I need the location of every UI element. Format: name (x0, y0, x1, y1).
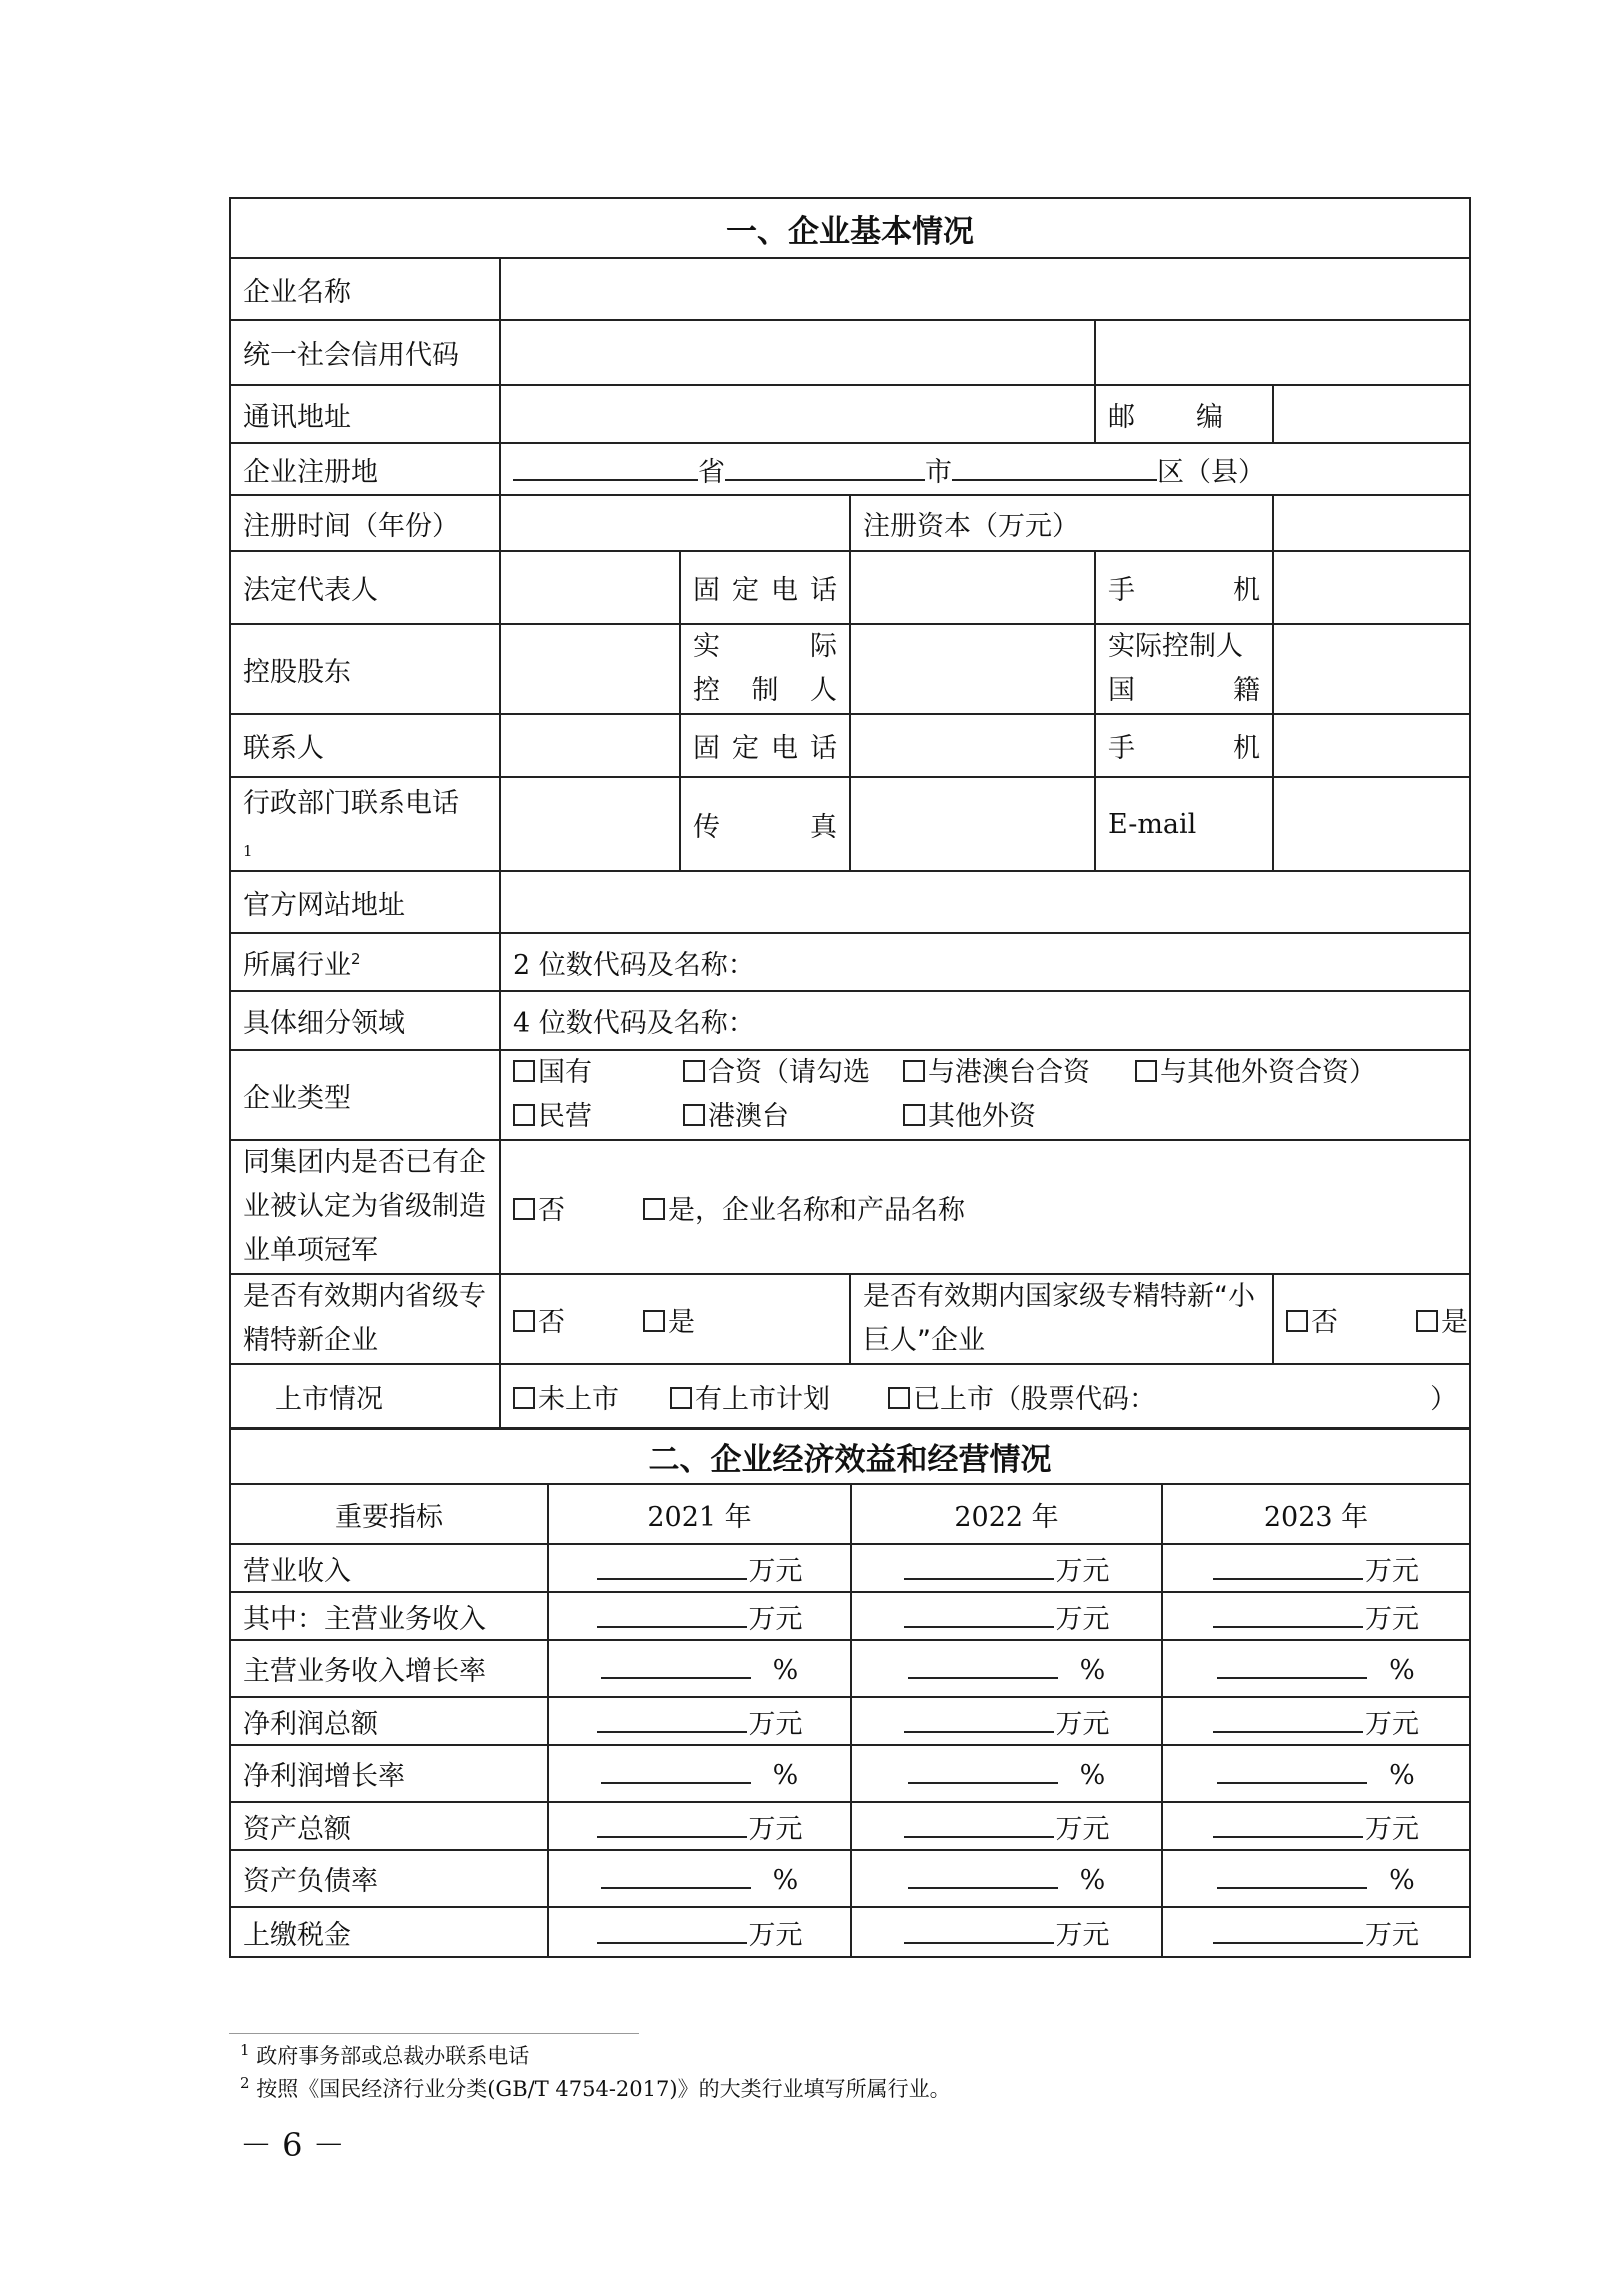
fill-blank[interactable] (908, 1756, 1058, 1784)
section1-title: 一、企业基本情况 (230, 198, 1470, 258)
checkbox-icon (1286, 1310, 1308, 1332)
unit-label: 万元 (1055, 1708, 1110, 1740)
fill-blank[interactable] (904, 1705, 1054, 1733)
indicator-row (230, 1544, 1470, 1592)
indicator-value-cell[interactable] (548, 1907, 851, 1957)
indicator-label: 净利润增长率 (230, 1745, 548, 1802)
indicator-value-cell[interactable] (1162, 1850, 1470, 1907)
listing-listed[interactable]: 已上市（股票代码： (888, 1377, 1156, 1416)
prov-specialized-no[interactable]: 否 (513, 1300, 643, 1339)
unit-label: 万元 (1365, 1555, 1419, 1587)
fill-blank[interactable] (597, 1810, 747, 1838)
fill-blank[interactable] (597, 1705, 747, 1733)
indicator-label: 其中：主营业务收入 (230, 1592, 548, 1640)
unit-label: % (1389, 1865, 1415, 1896)
legal-rep-field[interactable] (500, 551, 680, 624)
basic-info-table (229, 197, 1471, 1430)
group-champion-no[interactable]: 否 (513, 1188, 643, 1227)
fill-blank[interactable] (1213, 1705, 1363, 1733)
admin-phone-label: 行政部门联系电话 1 (230, 777, 500, 871)
unit-label: % (1389, 1760, 1415, 1791)
indicator-label: 主营业务收入增长率 (230, 1640, 548, 1697)
credit-code-field[interactable] (500, 320, 1095, 385)
contact-mobile-label: 手 机 (1095, 714, 1273, 777)
page-number: － 6 － (240, 2126, 345, 2164)
header-2022: 2022 年 (851, 1484, 1162, 1544)
unit-label: % (1079, 1865, 1106, 1896)
reg-place-label: 企业注册地 (230, 443, 500, 495)
fill-blank[interactable] (601, 1861, 751, 1889)
indicator-value-cell[interactable] (1162, 1802, 1470, 1850)
indicator-value-cell[interactable] (548, 1850, 851, 1907)
unit-label: % (1079, 1760, 1106, 1791)
email-field[interactable] (1273, 777, 1470, 871)
contact-field[interactable] (500, 714, 680, 777)
fill-blank[interactable] (1217, 1756, 1367, 1784)
group-champion-yes[interactable]: 是，企业名称和产品名称 (643, 1188, 965, 1227)
fax-label: 传 真 (680, 777, 850, 871)
contact-mobile-field[interactable] (1273, 714, 1470, 777)
footnote-ref-2: 2 (351, 949, 361, 968)
checkbox-icon (513, 1198, 535, 1220)
website-field[interactable] (500, 871, 1470, 933)
group-champion-options (500, 1140, 1470, 1274)
indicator-value-cell[interactable] (548, 1802, 851, 1850)
checkbox-icon (683, 1060, 705, 1082)
checkbox-icon (1135, 1060, 1157, 1082)
unit-label: 万元 (748, 1555, 803, 1587)
address-label: 通讯地址 (230, 385, 500, 443)
unit-label: 万元 (748, 1813, 803, 1845)
listing-label: 上市情况 (230, 1364, 500, 1429)
unit-label: 万元 (1055, 1813, 1110, 1845)
option-private[interactable]: 民营 (513, 1095, 683, 1139)
national-giant-yes[interactable]: 是 (1416, 1300, 1468, 1339)
fill-blank[interactable] (1217, 1861, 1367, 1889)
indicator-row (230, 1697, 1470, 1745)
fill-blank[interactable] (597, 1916, 747, 1944)
controlling-shareholder-label: 控股股东 (230, 624, 500, 714)
reg-time-label: 注册时间（年份） (230, 495, 500, 551)
fill-blank[interactable] (1213, 1552, 1363, 1580)
indicator-value-cell[interactable] (548, 1640, 851, 1697)
legal-rep-mobile-label: 手 机 (1095, 551, 1273, 624)
legal-rep-landline-label: 固 定 电 话 (680, 551, 850, 624)
indicator-value-cell[interactable] (1162, 1745, 1470, 1802)
indicator-value-cell[interactable] (1162, 1697, 1470, 1745)
footnote-2: $^2$ 按照《国民经济行业分类(GB/T 4754-2017)》的大类行业填写所属行业。 (240, 2074, 951, 2101)
enterprise-type-options (500, 1050, 1470, 1140)
footnote-separator (229, 2033, 639, 2034)
contact-label: 联系人 (230, 714, 500, 777)
fill-blank[interactable] (601, 1756, 751, 1784)
footnote-1: $^1$ 政府事务部或总裁办联系电话 (240, 2041, 530, 2068)
national-giant-label: 是否有效期内国家级专精特新“小巨人”企业 (850, 1274, 1273, 1364)
unit-label: % (1389, 1655, 1415, 1686)
checkbox-icon (513, 1104, 535, 1126)
unit-label: 万元 (1055, 1603, 1110, 1635)
indicator-value-cell[interactable] (1162, 1592, 1470, 1640)
indicator-value-cell[interactable] (548, 1697, 851, 1745)
fill-blank[interactable] (601, 1651, 751, 1679)
reg-capital-field[interactable] (1273, 495, 1470, 551)
unit-label: 万元 (748, 1708, 803, 1740)
postcode-field[interactable] (1273, 385, 1470, 443)
listing-close-paren: ） (1430, 1384, 1458, 1415)
section2-title: 二、企业经济效益和经营情况 (230, 1428, 1470, 1484)
header-2021: 2021 年 (548, 1484, 851, 1544)
checkbox-icon (683, 1104, 705, 1126)
legal-rep-label: 法定代表人 (230, 551, 500, 624)
listing-planned[interactable]: 有上市计划 (670, 1377, 888, 1416)
prov-specialized-label: 是否有效期内省级专精特新企业 (230, 1274, 500, 1364)
indicator-value-cell[interactable] (548, 1544, 851, 1592)
option-hk-macao-tw-jv[interactable]: 与港澳台合资 (903, 1051, 1135, 1095)
indicator-value-cell[interactable] (851, 1745, 1162, 1802)
indicator-value-cell[interactable] (1162, 1544, 1470, 1592)
indicator-value-cell[interactable] (1162, 1640, 1470, 1697)
checkbox-icon (670, 1387, 692, 1409)
fill-blank[interactable] (904, 1810, 1054, 1838)
contact-landline-field[interactable] (850, 714, 1095, 777)
industry-field[interactable]: 2 位数代码及名称： (500, 933, 1470, 991)
checkbox-icon (643, 1310, 665, 1332)
fill-blank[interactable] (1213, 1600, 1363, 1628)
contact-landline-label: 固 定 电 话 (680, 714, 850, 777)
indicator-value-cell[interactable] (548, 1745, 851, 1802)
checkbox-icon (903, 1104, 925, 1126)
fill-blank[interactable] (597, 1552, 747, 1580)
checkbox-icon (1416, 1310, 1438, 1332)
unit-label: % (772, 1655, 799, 1686)
indicator-value-cell[interactable] (851, 1907, 1162, 1957)
indicator-label: 资产负债率 (230, 1850, 548, 1907)
header-2023: 2023 年 (1162, 1484, 1470, 1544)
group-champion-label: 同集团内是否已有企业被认定为省级制造业单项冠军 (230, 1140, 500, 1274)
fill-blank[interactable] (904, 1916, 1054, 1944)
credit-code-extra-field[interactable] (1095, 320, 1470, 385)
controller-nationality-label: 实际控制人 国 籍 (1095, 624, 1273, 714)
indicator-row (230, 1592, 1470, 1640)
header-indicator: 重要指标 (230, 1484, 548, 1544)
indicator-value-cell[interactable] (851, 1640, 1162, 1697)
unit-label: 万元 (1365, 1813, 1419, 1845)
unit-label: 万元 (748, 1919, 803, 1951)
footnote-ref-1: 1 (243, 842, 253, 860)
indicator-row (230, 1907, 1470, 1957)
address-field[interactable] (500, 385, 1095, 443)
credit-code-label: 统一社会信用代码 (230, 320, 500, 385)
controller-nationality-field[interactable] (1273, 624, 1470, 714)
listing-not-listed[interactable]: 未上市 (513, 1377, 670, 1416)
checkbox-icon (513, 1310, 535, 1332)
industry-label: 所属行业$^2$ (230, 933, 500, 991)
actual-controller-label: 实 际 控 制 人 (680, 624, 850, 714)
listing-options (500, 1364, 1470, 1429)
unit-label: 万元 (1365, 1919, 1419, 1951)
fill-blank[interactable] (597, 1600, 747, 1628)
option-foreign-jv[interactable]: 与其他外资合资） (1135, 1051, 1376, 1095)
indicator-value-cell[interactable] (851, 1850, 1162, 1907)
prov-specialized-options (500, 1274, 850, 1364)
option-hk-macao-tw[interactable]: 港澳台 (683, 1095, 903, 1139)
indicator-value-cell[interactable] (1162, 1907, 1470, 1957)
indicator-label: 上缴税金 (230, 1907, 548, 1957)
national-giant-options (1273, 1274, 1470, 1364)
unit-label: 万元 (1365, 1708, 1419, 1740)
indicator-row (230, 1745, 1470, 1802)
enterprise-type-label: 企业类型 (230, 1050, 500, 1140)
company-name-label: 企业名称 (230, 258, 500, 320)
checkbox-icon (513, 1060, 535, 1082)
indicator-value-cell[interactable] (851, 1592, 1162, 1640)
admin-phone-field[interactable] (500, 777, 680, 871)
fill-blank[interactable] (908, 1861, 1058, 1889)
indicator-label: 净利润总额 (230, 1697, 548, 1745)
reg-place-field[interactable]: 省 市 区（县） (500, 443, 1470, 495)
subfield-label: 具体细分领域 (230, 991, 500, 1050)
reg-capital-label: 注册资本（万元） (850, 495, 1273, 551)
indicator-value-cell[interactable] (851, 1802, 1162, 1850)
checkbox-icon (513, 1387, 535, 1409)
option-state-owned[interactable]: 国有 (513, 1051, 683, 1095)
checkbox-icon (643, 1198, 665, 1220)
indicator-value-cell[interactable] (851, 1544, 1162, 1592)
indicator-row (230, 1640, 1470, 1697)
fill-blank[interactable] (1213, 1810, 1363, 1838)
unit-label: % (1079, 1655, 1106, 1686)
legal-rep-mobile-field[interactable] (1273, 551, 1470, 624)
fill-blank[interactable] (904, 1600, 1054, 1628)
indicator-value-cell[interactable] (851, 1697, 1162, 1745)
website-label: 官方网站地址 (230, 871, 500, 933)
indicator-label: 资产总额 (230, 1802, 548, 1850)
unit-label: % (772, 1760, 799, 1791)
national-giant-no[interactable]: 否 (1286, 1300, 1416, 1339)
actual-controller-field[interactable] (850, 624, 1095, 714)
postcode-label: 邮 编 (1095, 385, 1273, 443)
prov-specialized-yes[interactable]: 是 (643, 1300, 695, 1339)
option-other-foreign[interactable]: 其他外资 (903, 1095, 1036, 1139)
indicator-value-cell[interactable] (548, 1592, 851, 1640)
email-label: E-mail (1095, 777, 1273, 871)
indicator-label: 营业收入 (230, 1544, 548, 1592)
unit-label: 万元 (1055, 1919, 1110, 1951)
fill-blank[interactable] (904, 1552, 1054, 1580)
unit-label: % (772, 1865, 799, 1896)
checkbox-icon (888, 1387, 910, 1409)
unit-label: 万元 (748, 1603, 803, 1635)
legal-rep-landline-field[interactable] (850, 551, 1095, 624)
indicator-row (230, 1802, 1470, 1850)
fill-blank[interactable] (1217, 1651, 1367, 1679)
company-name-field[interactable] (500, 258, 1470, 320)
economic-table (229, 1427, 1471, 1958)
checkbox-icon (903, 1060, 925, 1082)
fax-field[interactable] (850, 777, 1095, 871)
subfield-field[interactable]: 4 位数代码及名称： (500, 991, 1470, 1050)
fill-blank[interactable] (1213, 1916, 1363, 1944)
indicator-row (230, 1850, 1470, 1907)
unit-label: 万元 (1365, 1603, 1419, 1635)
reg-time-field[interactable] (500, 495, 850, 551)
unit-label: 万元 (1055, 1555, 1110, 1587)
option-joint-venture[interactable]: 合资（请勾选 (683, 1051, 903, 1095)
controlling-shareholder-field[interactable] (500, 624, 680, 714)
fill-blank[interactable] (908, 1651, 1058, 1679)
